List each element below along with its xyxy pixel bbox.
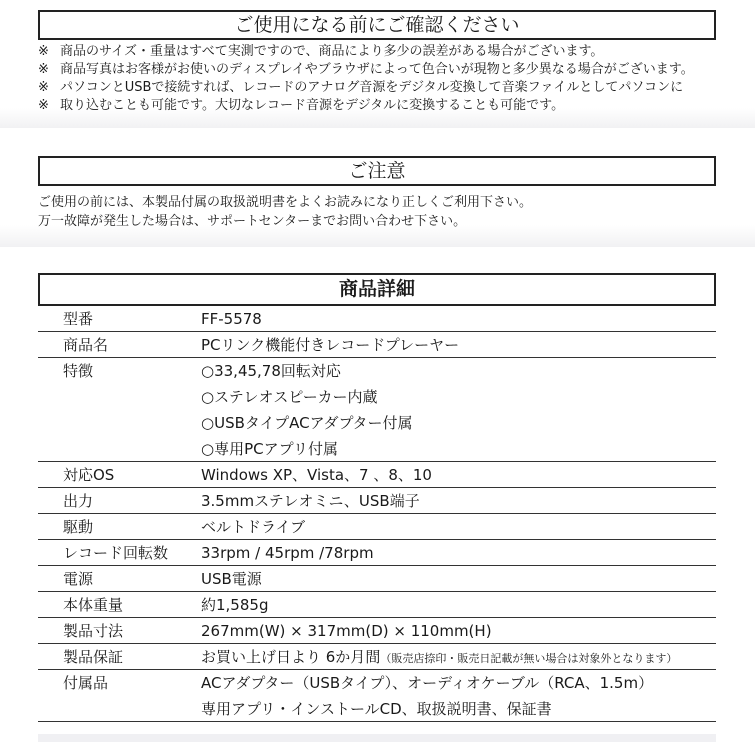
notice-line: ※ 取り込むことも可能です。大切なレコード音源をデジタルに変換することも可能です。 xyxy=(38,98,565,113)
spec-row xyxy=(38,358,716,462)
spec-table xyxy=(38,306,716,722)
spec-value: ○33,45,78回転対応 xyxy=(201,362,341,380)
spec-value: 専用アプリ・インストールCD、取扱説明書、保証書 xyxy=(201,700,552,718)
notice-list xyxy=(38,43,738,115)
spec-value: ACアダプター（USBタイプ）、オーディオケーブル（RCA、1.5m） xyxy=(201,674,654,692)
notice-line: ※ パソコンとUSBで接続すれば、レコードのアナログ音源をデジタル変換して音楽ファイルとしてパソコンに xyxy=(38,80,684,95)
spec-value: USB電源 xyxy=(201,570,262,588)
spec-value: 約1,585g xyxy=(201,596,269,614)
spec-value: 267mm(W) × 317mm(D) × 110mm(H) xyxy=(201,622,492,640)
spec-value: ○USBタイプACアダプター付属 xyxy=(201,414,413,432)
spec-row xyxy=(38,332,716,358)
caution-line: ご使用の前には、本製品付属の取扱説明書をよくお読みになり正しくご利用下さい。 xyxy=(38,195,533,210)
note-mark: ※ xyxy=(38,80,49,95)
table-bottom-shade xyxy=(38,734,716,742)
spec-row xyxy=(38,670,716,722)
caution-list xyxy=(38,193,738,231)
spec-row xyxy=(38,618,716,644)
spec-value: Windows XP、Vista、7 、8、10 xyxy=(201,466,432,484)
spec-label: 型番 xyxy=(63,310,94,328)
spec-label: 商品名 xyxy=(63,336,109,354)
spec-label: 製品保証 xyxy=(63,648,124,666)
spec-label: 対応OS xyxy=(63,466,115,484)
spec-row xyxy=(38,540,716,566)
spec-row xyxy=(38,644,716,670)
note-mark: ※ xyxy=(38,62,49,77)
spec-value: ○専用PCアプリ付属 xyxy=(201,440,339,458)
spec-label: 出力 xyxy=(63,492,94,510)
spec-row xyxy=(38,514,716,540)
notice-title: ご使用になる前にご確認ください xyxy=(38,10,716,40)
spec-value: FF-5578 xyxy=(201,310,262,328)
spec-label: レコード回転数 xyxy=(63,544,169,562)
spec-row xyxy=(38,488,716,514)
notice-line: ※ 商品のサイズ・重量はすべて実測ですので、商品により多少の誤差がある場合がございます。 xyxy=(38,44,604,59)
details-title: 商品詳細 xyxy=(38,273,716,306)
spec-label: 特徴 xyxy=(63,362,94,380)
spec-value: お買い上げ日より 6か月間（販売店捺印・販売日記載が無い場合は対象外となります） xyxy=(201,648,678,666)
caution-line: 万一故障が発生した場合は、サポートセンターまでお問い合わせ下さい。 xyxy=(38,214,467,229)
spec-row xyxy=(38,462,716,488)
notice-line: ※ 商品写真はお客様がお使いのディスプレイやブラウザによって色合いが現物と多少異なる場合がございます。 xyxy=(38,62,694,77)
spec-row xyxy=(38,306,716,332)
spec-note: （販売店捺印・販売日記載が無い場合は対象外となります） xyxy=(380,652,678,665)
spec-value: ○ステレオスピーカー内蔵 xyxy=(201,388,378,406)
spec-label: 付属品 xyxy=(63,674,109,692)
spec-label: 電源 xyxy=(63,570,94,588)
spec-value: 3.5mmステレオミニ、USB端子 xyxy=(201,492,420,510)
note-mark: ※ xyxy=(38,98,49,113)
caution-title: ご注意 xyxy=(38,156,716,186)
spec-row xyxy=(38,592,716,618)
spec-label: 製品寸法 xyxy=(63,622,124,640)
spec-label: 駆動 xyxy=(63,518,94,536)
spec-value: PCリンク機能付きレコードプレーヤー xyxy=(201,336,460,354)
spec-label: 本体重量 xyxy=(63,596,124,614)
note-mark: ※ xyxy=(38,44,49,59)
spec-value: 33rpm / 45rpm /78rpm xyxy=(201,544,374,562)
spec-row xyxy=(38,566,716,592)
spec-value: ベルトドライブ xyxy=(201,518,306,536)
